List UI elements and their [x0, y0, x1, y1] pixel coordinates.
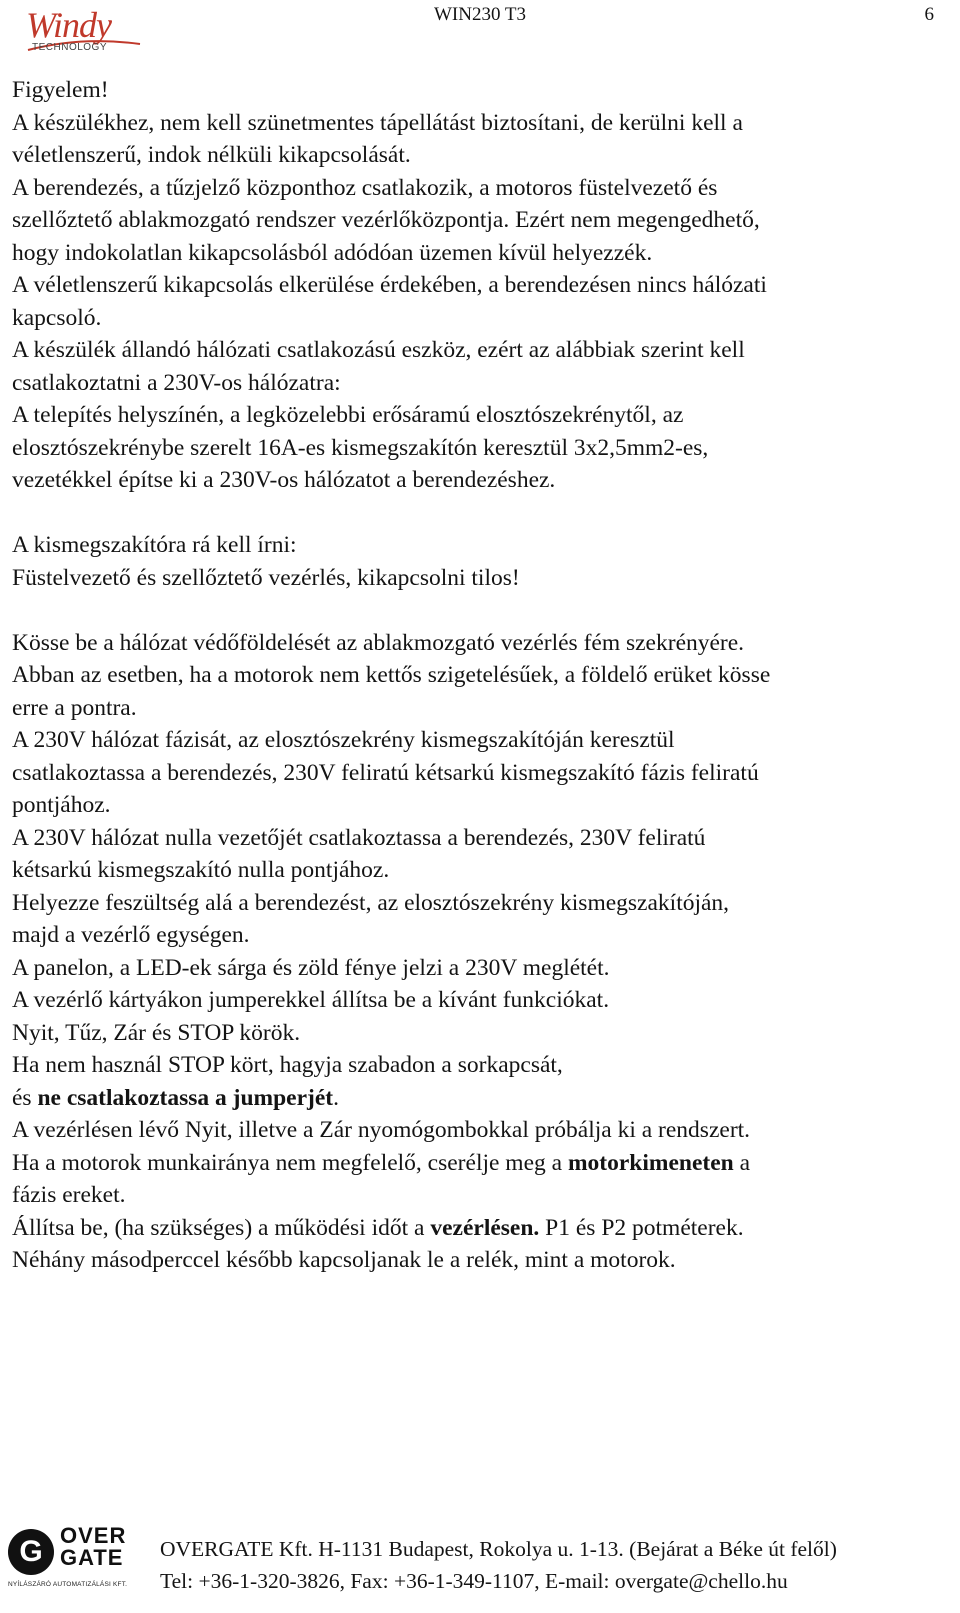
text-line: Néhány másodperccel később kapcsoljanak le a relék, mint a motorok.	[12, 1247, 676, 1273]
text-line	[12, 1212, 930, 1245]
text-line: Füstelvezető és szellőztető vezérlés, kikapcsolni tilos!	[12, 564, 520, 591]
text-line: A vezérlő kártyákon jumperekkel állítsa be a kívánt funkciókat.	[12, 987, 610, 1013]
paragraph-gap	[12, 497, 930, 530]
overgate-g-icon: G	[8, 1529, 54, 1575]
text-run: .	[333, 1084, 339, 1111]
text-line: kétsarkú kismegszakító nulla pontjához.	[12, 857, 390, 883]
text-line: majd a vezérlő egységen.	[12, 922, 250, 948]
text-run: és	[12, 1084, 38, 1111]
text-line: A véletlenszerű kikapcsolás elkerülése érdekében, a berendezésen nincs hálózati	[12, 272, 767, 298]
text-line: Kösse be a hálózat védőföldelését az ablakmozgató vezérlés fém szekrényére.	[12, 629, 745, 656]
text-line: Ha nem használ STOP kört, hagyja szabadon a sorkapcsát,	[12, 1052, 563, 1078]
text-line: Helyezze feszültség alá a berendezést, az elosztószekrény kismegszakítóján,	[12, 889, 730, 916]
page-header	[0, 0, 960, 60]
text-run: P1 és P2 potméterek.	[539, 1214, 744, 1241]
overgate-logo	[8, 1523, 136, 1609]
text-line: erre a pontra.	[12, 694, 137, 721]
text-run: Állítsa be, (ha szükséges) a működési időt a	[12, 1214, 431, 1241]
text-line: fázis ereket.	[12, 1182, 126, 1208]
text-line: pontjához.	[12, 792, 111, 818]
text-line: A berendezés, a tűzjelző központhoz csatlakozik, a motoros füstelvezető és	[12, 174, 718, 201]
bold-text: ne csatlakoztassa a jumperjét	[37, 1084, 334, 1111]
text-line	[12, 1082, 930, 1115]
text-line: A készülék állandó hálózati csatlakozású eszköz, ezért az alábbiak szerint kell	[12, 337, 745, 363]
text-line: csatlakoztassa a berendezés, 230V feliratú kétsarkú kismegszakító fázis feliratú	[12, 759, 759, 786]
text-run: Ha a motorok munkairánya nem megfelelő, cserélje meg a	[12, 1149, 568, 1176]
text-line: vezetékkel építse ki a 230V-os hálózatot a berendezéshez.	[12, 467, 556, 493]
text-line: kapcsoló.	[12, 304, 102, 331]
page-number: 6	[924, 4, 934, 25]
logo-tagline: NYÍLÁSZÁRÓ AUTOMATIZÁLÁSI KFT.	[8, 1581, 128, 1588]
text-line: Nyit, Tűz, Zár és STOP körök.	[12, 1019, 301, 1046]
text-line: szellőztető ablakmozgató rendszer vezérlőközpontja. Ezért nem megengedhető,	[12, 207, 760, 233]
text-line: Figyelem!	[12, 77, 109, 103]
text-line: A vezérlésen lévő Nyit, illetve a Zár nyomógombokkal próbálja ki a rendszert.	[12, 1117, 751, 1143]
text-line: elosztószekrénybe szerelt 16A-es kismegszakítón keresztül 3x2,5mm2-es,	[12, 434, 709, 461]
bold-text: motorkimeneten	[567, 1149, 734, 1176]
bold-text: vezérlésen.	[430, 1214, 540, 1241]
company-address: OVERGATE Kft. H-1131 Budapest, Rokolya u. 1-13. (Bejárat a Béke út felől)	[160, 1537, 837, 1561]
paragraph-gap	[12, 594, 930, 627]
text-line: A készülékhez, nem kell szünetmentes tápellátást biztosítani, de kerülni kell a	[12, 109, 743, 136]
text-line: A kismegszakítóra rá kell írni:	[12, 532, 297, 558]
text-line: csatlakoztatni a 230V-os hálózatra:	[12, 369, 341, 396]
text-line	[12, 1147, 930, 1180]
text-line: A 230V hálózat fázisát, az elosztószekrény kismegszakítóján keresztül	[12, 727, 675, 753]
page-footer	[0, 1525, 960, 1613]
company-contact: Tel: +36-1-320-3826, Fax: +36-1-349-1107, E-mail: overgate@chello.hu	[160, 1569, 788, 1593]
logo-subtitle: TECHNOLOGY	[32, 42, 108, 53]
logo-word: Windy	[26, 5, 111, 45]
logo-over: OVER	[60, 1523, 127, 1548]
text-run: a	[733, 1149, 751, 1176]
text-line: A 230V hálózat nulla vezetőjét csatlakoztassa a berendezés, 230V feliratú	[12, 824, 706, 851]
document-title: WIN230 T3	[434, 4, 526, 25]
overgate-logo-text	[60, 1525, 126, 1569]
logo-gate: GATE	[60, 1545, 124, 1570]
text-line: véletlenszerű, indok nélküli kikapcsolását.	[12, 142, 411, 168]
text-line: hogy indokolatlan kikapcsolásból adódóan üzemen kívül helyezzék.	[12, 239, 653, 266]
text-line: A telepítés helyszínén, a legközelebbi erősáramú elosztószekrénytől, az	[12, 402, 684, 428]
text-line: Abban az esetben, ha a motorok nem kettős szigetelésűek, a földelő erüket kösse	[12, 662, 771, 688]
text-line: A panelon, a LED-ek sárga és zöld fénye jelzi a 230V meglétét.	[12, 954, 610, 981]
body-text	[12, 74, 930, 1277]
